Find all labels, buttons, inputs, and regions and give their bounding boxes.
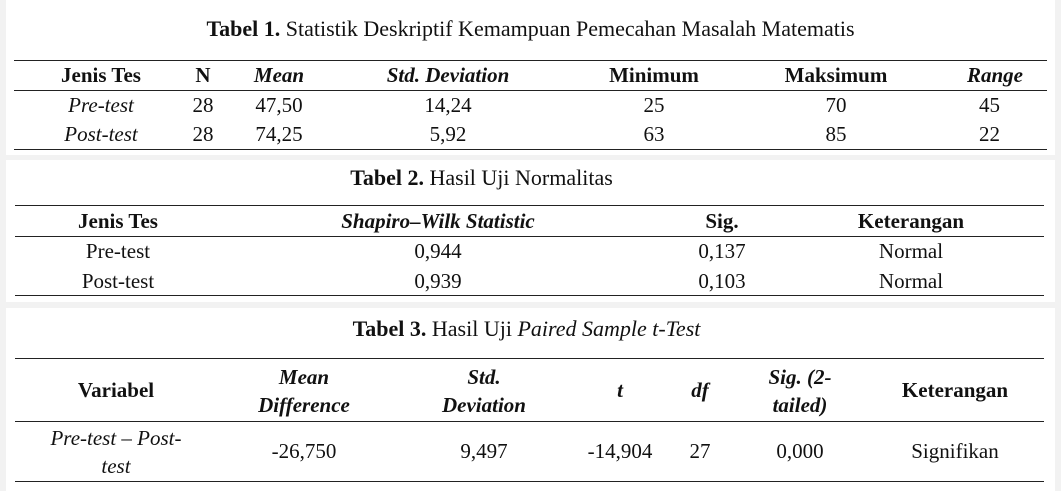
table3-header-sig-line2: tailed) — [772, 393, 828, 417]
table1-row1-range: 45 — [979, 93, 1000, 117]
table1-panel — [6, 0, 1055, 155]
table1-row1-jenis-tes: Pre-test — [68, 93, 134, 117]
table1-caption — [6, 16, 1055, 42]
table1-row1-mean: 47,50 — [255, 93, 303, 117]
table1-header-std-deviation: Std. Deviation — [386, 63, 510, 87]
table3-caption-label: Tabel 3. — [352, 316, 427, 341]
table2-row2-jenis-tes: Post-test — [81, 269, 155, 293]
table1-top-rule — [14, 60, 1047, 61]
table1-row1-minimum: 25 — [643, 93, 665, 117]
table1-row1-n: 28 — [192, 93, 214, 117]
table3-row-variabel — [50, 424, 181, 480]
table1-row2-std-deviation: 5,92 — [429, 122, 467, 146]
table1-row2-range: 22 — [979, 122, 1000, 146]
table1-row1-maksimum: 70 — [825, 93, 847, 117]
table3-row-keterangan: Signifikan — [911, 439, 999, 463]
table2-header-sig: Sig. — [705, 209, 739, 233]
table1-row2-mean: 74,25 — [255, 122, 303, 146]
table2-bottom-rule — [15, 295, 1044, 296]
table3-row-variabel-line1: Pre-test – Post- — [50, 426, 182, 450]
table3-caption — [6, 316, 1055, 342]
table3-header-df: df — [691, 378, 709, 402]
table2-caption-label: Tabel 2. — [350, 165, 424, 190]
table3-header-keterangan: Keterangan — [901, 378, 1009, 402]
table2-row1-sig: 0,137 — [698, 239, 746, 263]
table3-header-std-deviation — [442, 363, 526, 419]
table3-top-rule — [15, 358, 1044, 359]
table3-header-mean-difference-line1: Mean — [278, 365, 330, 389]
table3-header-mean-difference — [258, 363, 350, 419]
table3-caption-italic: Paired Sample t-Test — [517, 316, 701, 341]
table3-row-variabel-line2: test — [101, 454, 131, 478]
table1-header-jenis-tes: Jenis Tes — [61, 63, 141, 87]
table3-row-df: 27 — [689, 439, 711, 463]
table3-row-sig: 0,000 — [776, 439, 824, 463]
table2-row2-shapiro-wilk: 0,939 — [414, 269, 462, 293]
table2-header-keterangan: Keterangan — [857, 209, 965, 233]
table1-header-rule — [14, 90, 1047, 91]
table1-row1-std-deviation: 14,24 — [424, 93, 472, 117]
table3-panel — [6, 308, 1055, 491]
table3-header-sig-line1: Sig. (2- — [768, 365, 832, 389]
table3-header-t: t — [617, 378, 623, 402]
table1-row2-jenis-tes: Post-test — [64, 122, 138, 146]
table2-row2-sig: 0,103 — [698, 269, 746, 293]
table2-row1-shapiro-wilk: 0,944 — [414, 239, 462, 263]
table2-caption — [6, 165, 1055, 191]
table2-header-jenis-tes: Jenis Tes — [78, 209, 158, 233]
table1-header-range: Range — [966, 63, 1023, 87]
table2-caption-text: Hasil Uji Normalitas — [429, 165, 613, 190]
table1-row2-maksimum: 85 — [825, 122, 847, 146]
table3-row-std-deviation: 9,497 — [460, 439, 508, 463]
table2-header-shapiro-wilk: Shapiro–Wilk Statistic — [341, 209, 535, 233]
table1-header-minimum: Minimum — [609, 63, 699, 87]
table1-header-mean: Mean — [253, 63, 305, 87]
table3-header-sig-2-tailed — [769, 363, 832, 419]
table2-row2-keterangan: Normal — [878, 269, 944, 293]
table1-row2-minimum: 63 — [643, 122, 665, 146]
table3-header-std-deviation-line2: Deviation — [442, 393, 526, 417]
table3-bottom-rule — [15, 481, 1044, 482]
table2-row1-jenis-tes: Pre-test — [85, 239, 151, 263]
table3-header-mean-difference-line2: Difference — [258, 393, 350, 417]
table2-row1-keterangan: Normal — [878, 239, 944, 263]
table1-caption-text: Statistik Deskriptif Kemampuan Pemecahan Masalah Matematis — [285, 16, 855, 41]
table3-header-variabel: Variabel — [77, 378, 155, 402]
table1-header-n: N — [195, 63, 211, 87]
table2-header-rule — [15, 236, 1044, 237]
table2-top-rule — [15, 205, 1044, 206]
table1-bottom-rule — [14, 149, 1047, 150]
table3-header-rule — [15, 421, 1044, 422]
table1-caption-label: Tabel 1. — [206, 16, 281, 41]
table3-row-mean-difference: -26,750 — [271, 439, 337, 463]
table1-row2-n: 28 — [192, 122, 214, 146]
table3-header-std-deviation-line1: Std. — [467, 365, 501, 389]
table1-header-maksimum: Maksimum — [784, 63, 888, 87]
table2-panel — [6, 160, 1055, 302]
table3-caption-text: Hasil Uji — [431, 316, 512, 341]
table3-row-t: -14,904 — [587, 439, 653, 463]
